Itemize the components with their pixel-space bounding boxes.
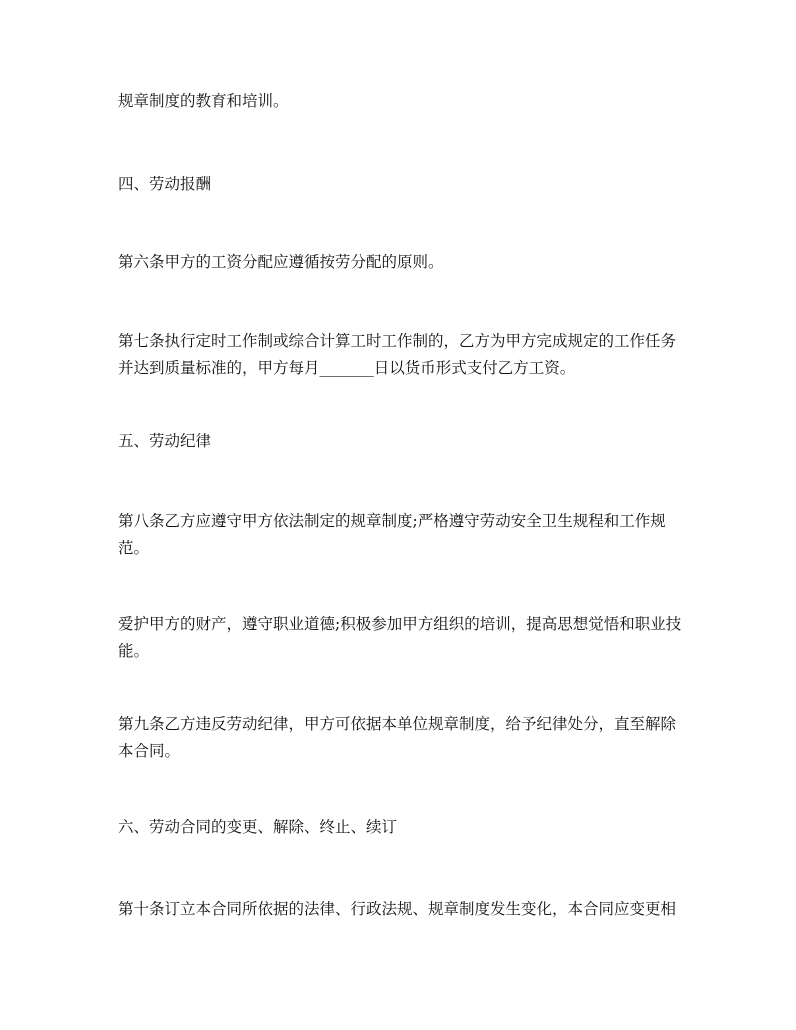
paragraph-training: 规章制度的教育和培训。 (118, 92, 289, 110)
section-heading-remuneration: 四、劳动报酬 (118, 175, 212, 193)
paragraph-property: 爱护甲方的财产，遵守职业道德;积极参加甲方组织的培训，提高思想觉悟和职业技能。 (118, 615, 682, 660)
article-9: 第九条乙方违反劳动纪律，甲方可依据本单位规章制度，给予纪律处分，直至解除本合同。 (118, 715, 677, 760)
article-10: 第十条订立本合同所依据的法律、行政法规、规章制度发生变化，本合同应变更相 (118, 900, 677, 918)
section-heading-contract-changes: 六、劳动合同的变更、解除、终止、续订 (118, 818, 398, 836)
article-8: 第八条乙方应遵守甲方依法制定的规章制度;严格遵守劳动安全卫生规程和工作规范。 (118, 512, 666, 557)
article-7: 第七条执行定时工作制或综合计算工时工作制的，乙方为甲方完成规定的工作任务并达到质量标准的，甲方每月_______日以货币形式支付乙方工资。 (118, 332, 677, 377)
article-6: 第六条甲方的工资分配应遵循按劳分配的原则。 (118, 253, 444, 271)
section-heading-discipline: 五、劳动纪律 (118, 432, 212, 450)
